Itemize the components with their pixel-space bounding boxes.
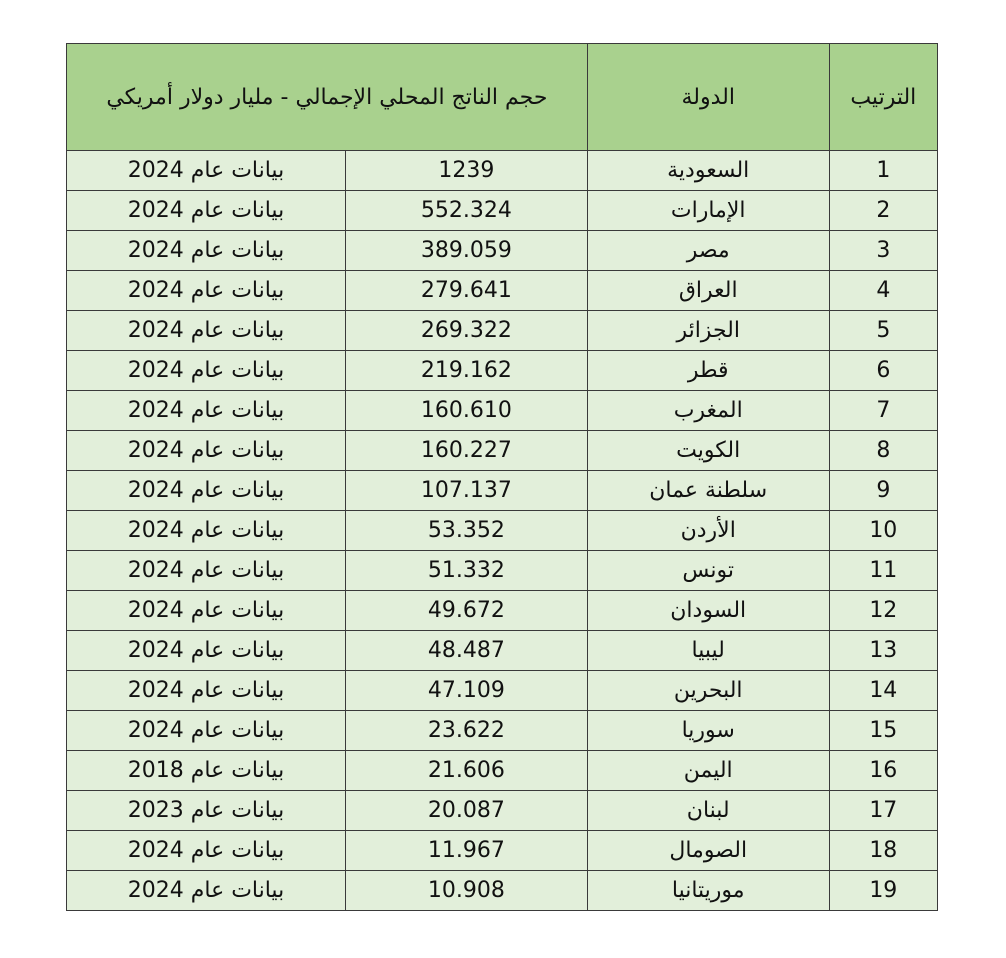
cell-value: 269.322 [345,311,587,351]
table-row [67,471,938,511]
cell-value: 48.487 [345,631,587,671]
table-row [67,751,938,791]
cell-note: بيانات عام 2024 [67,351,346,391]
cell-country: تونس [587,551,829,591]
cell-country: قطر [587,351,829,391]
cell-rank: 6 [829,351,937,391]
cell-value: 219.162 [345,351,587,391]
cell-rank: 4 [829,271,937,311]
cell-rank: 2 [829,191,937,231]
table-row [67,711,938,751]
cell-country: المغرب [587,391,829,431]
cell-country: الصومال [587,831,829,871]
cell-note: بيانات عام 2024 [67,671,346,711]
cell-country: السعودية [587,151,829,191]
table-row [67,391,938,431]
cell-rank: 7 [829,391,937,431]
cell-country: البحرين [587,671,829,711]
cell-value: 10.908 [345,871,587,911]
cell-rank: 1 [829,151,937,191]
header-rank: الترتيب [829,44,937,151]
table-row [67,551,938,591]
cell-note: بيانات عام 2024 [67,831,346,871]
cell-note: بيانات عام 2024 [67,431,346,471]
table-body [67,151,938,911]
cell-note: بيانات عام 2024 [67,311,346,351]
cell-rank: 16 [829,751,937,791]
cell-note: بيانات عام 2024 [67,191,346,231]
cell-note: بيانات عام 2024 [67,471,346,511]
table-row [67,431,938,471]
cell-rank: 15 [829,711,937,751]
cell-country: موريتانيا [587,871,829,911]
table-row [67,311,938,351]
cell-note: بيانات عام 2024 [67,151,346,191]
cell-rank: 19 [829,871,937,911]
cell-note: بيانات عام 2024 [67,711,346,751]
cell-rank: 10 [829,511,937,551]
cell-value: 160.227 [345,431,587,471]
cell-country: لبنان [587,791,829,831]
cell-rank: 3 [829,231,937,271]
header-country: الدولة [587,44,829,151]
cell-value: 160.610 [345,391,587,431]
cell-rank: 8 [829,431,937,471]
cell-value: 20.087 [345,791,587,831]
cell-note: بيانات عام 2024 [67,871,346,911]
cell-rank: 5 [829,311,937,351]
cell-value: 47.109 [345,671,587,711]
gdp-table [66,43,938,911]
table-row [67,191,938,231]
table-row [67,351,938,391]
cell-note: بيانات عام 2024 [67,631,346,671]
table-row [67,791,938,831]
cell-country: سوريا [587,711,829,751]
table-row [67,591,938,631]
cell-note: بيانات عام 2024 [67,551,346,591]
table-row [67,231,938,271]
cell-country: العراق [587,271,829,311]
cell-rank: 14 [829,671,937,711]
cell-country: الأردن [587,511,829,551]
cell-note: بيانات عام 2018 [67,751,346,791]
table-row [67,511,938,551]
header-row [67,44,938,151]
cell-note: بيانات عام 2024 [67,391,346,431]
cell-rank: 18 [829,831,937,871]
cell-value: 53.352 [345,511,587,551]
cell-value: 1239 [345,151,587,191]
cell-rank: 11 [829,551,937,591]
cell-country: سلطنة عمان [587,471,829,511]
table-row [67,271,938,311]
table-row [67,671,938,711]
table-row [67,831,938,871]
cell-rank: 17 [829,791,937,831]
cell-country: مصر [587,231,829,271]
cell-value: 11.967 [345,831,587,871]
cell-value: 389.059 [345,231,587,271]
cell-note: بيانات عام 2024 [67,231,346,271]
cell-rank: 9 [829,471,937,511]
cell-country: السودان [587,591,829,631]
header-gdp: حجم الناتج المحلي الإجمالي - مليار دولار أمريكي [67,44,588,151]
cell-country: الكويت [587,431,829,471]
cell-value: 279.641 [345,271,587,311]
cell-value: 49.672 [345,591,587,631]
cell-rank: 12 [829,591,937,631]
cell-country: ليبيا [587,631,829,671]
cell-value: 21.606 [345,751,587,791]
cell-note: بيانات عام 2023 [67,791,346,831]
cell-value: 51.332 [345,551,587,591]
cell-country: اليمن [587,751,829,791]
cell-note: بيانات عام 2024 [67,271,346,311]
table-row [67,631,938,671]
cell-value: 23.622 [345,711,587,751]
cell-note: بيانات عام 2024 [67,511,346,551]
cell-rank: 13 [829,631,937,671]
cell-country: الإمارات [587,191,829,231]
table-row [67,151,938,191]
cell-value: 552.324 [345,191,587,231]
cell-note: بيانات عام 2024 [67,591,346,631]
cell-value: 107.137 [345,471,587,511]
table-row [67,871,938,911]
cell-country: الجزائر [587,311,829,351]
